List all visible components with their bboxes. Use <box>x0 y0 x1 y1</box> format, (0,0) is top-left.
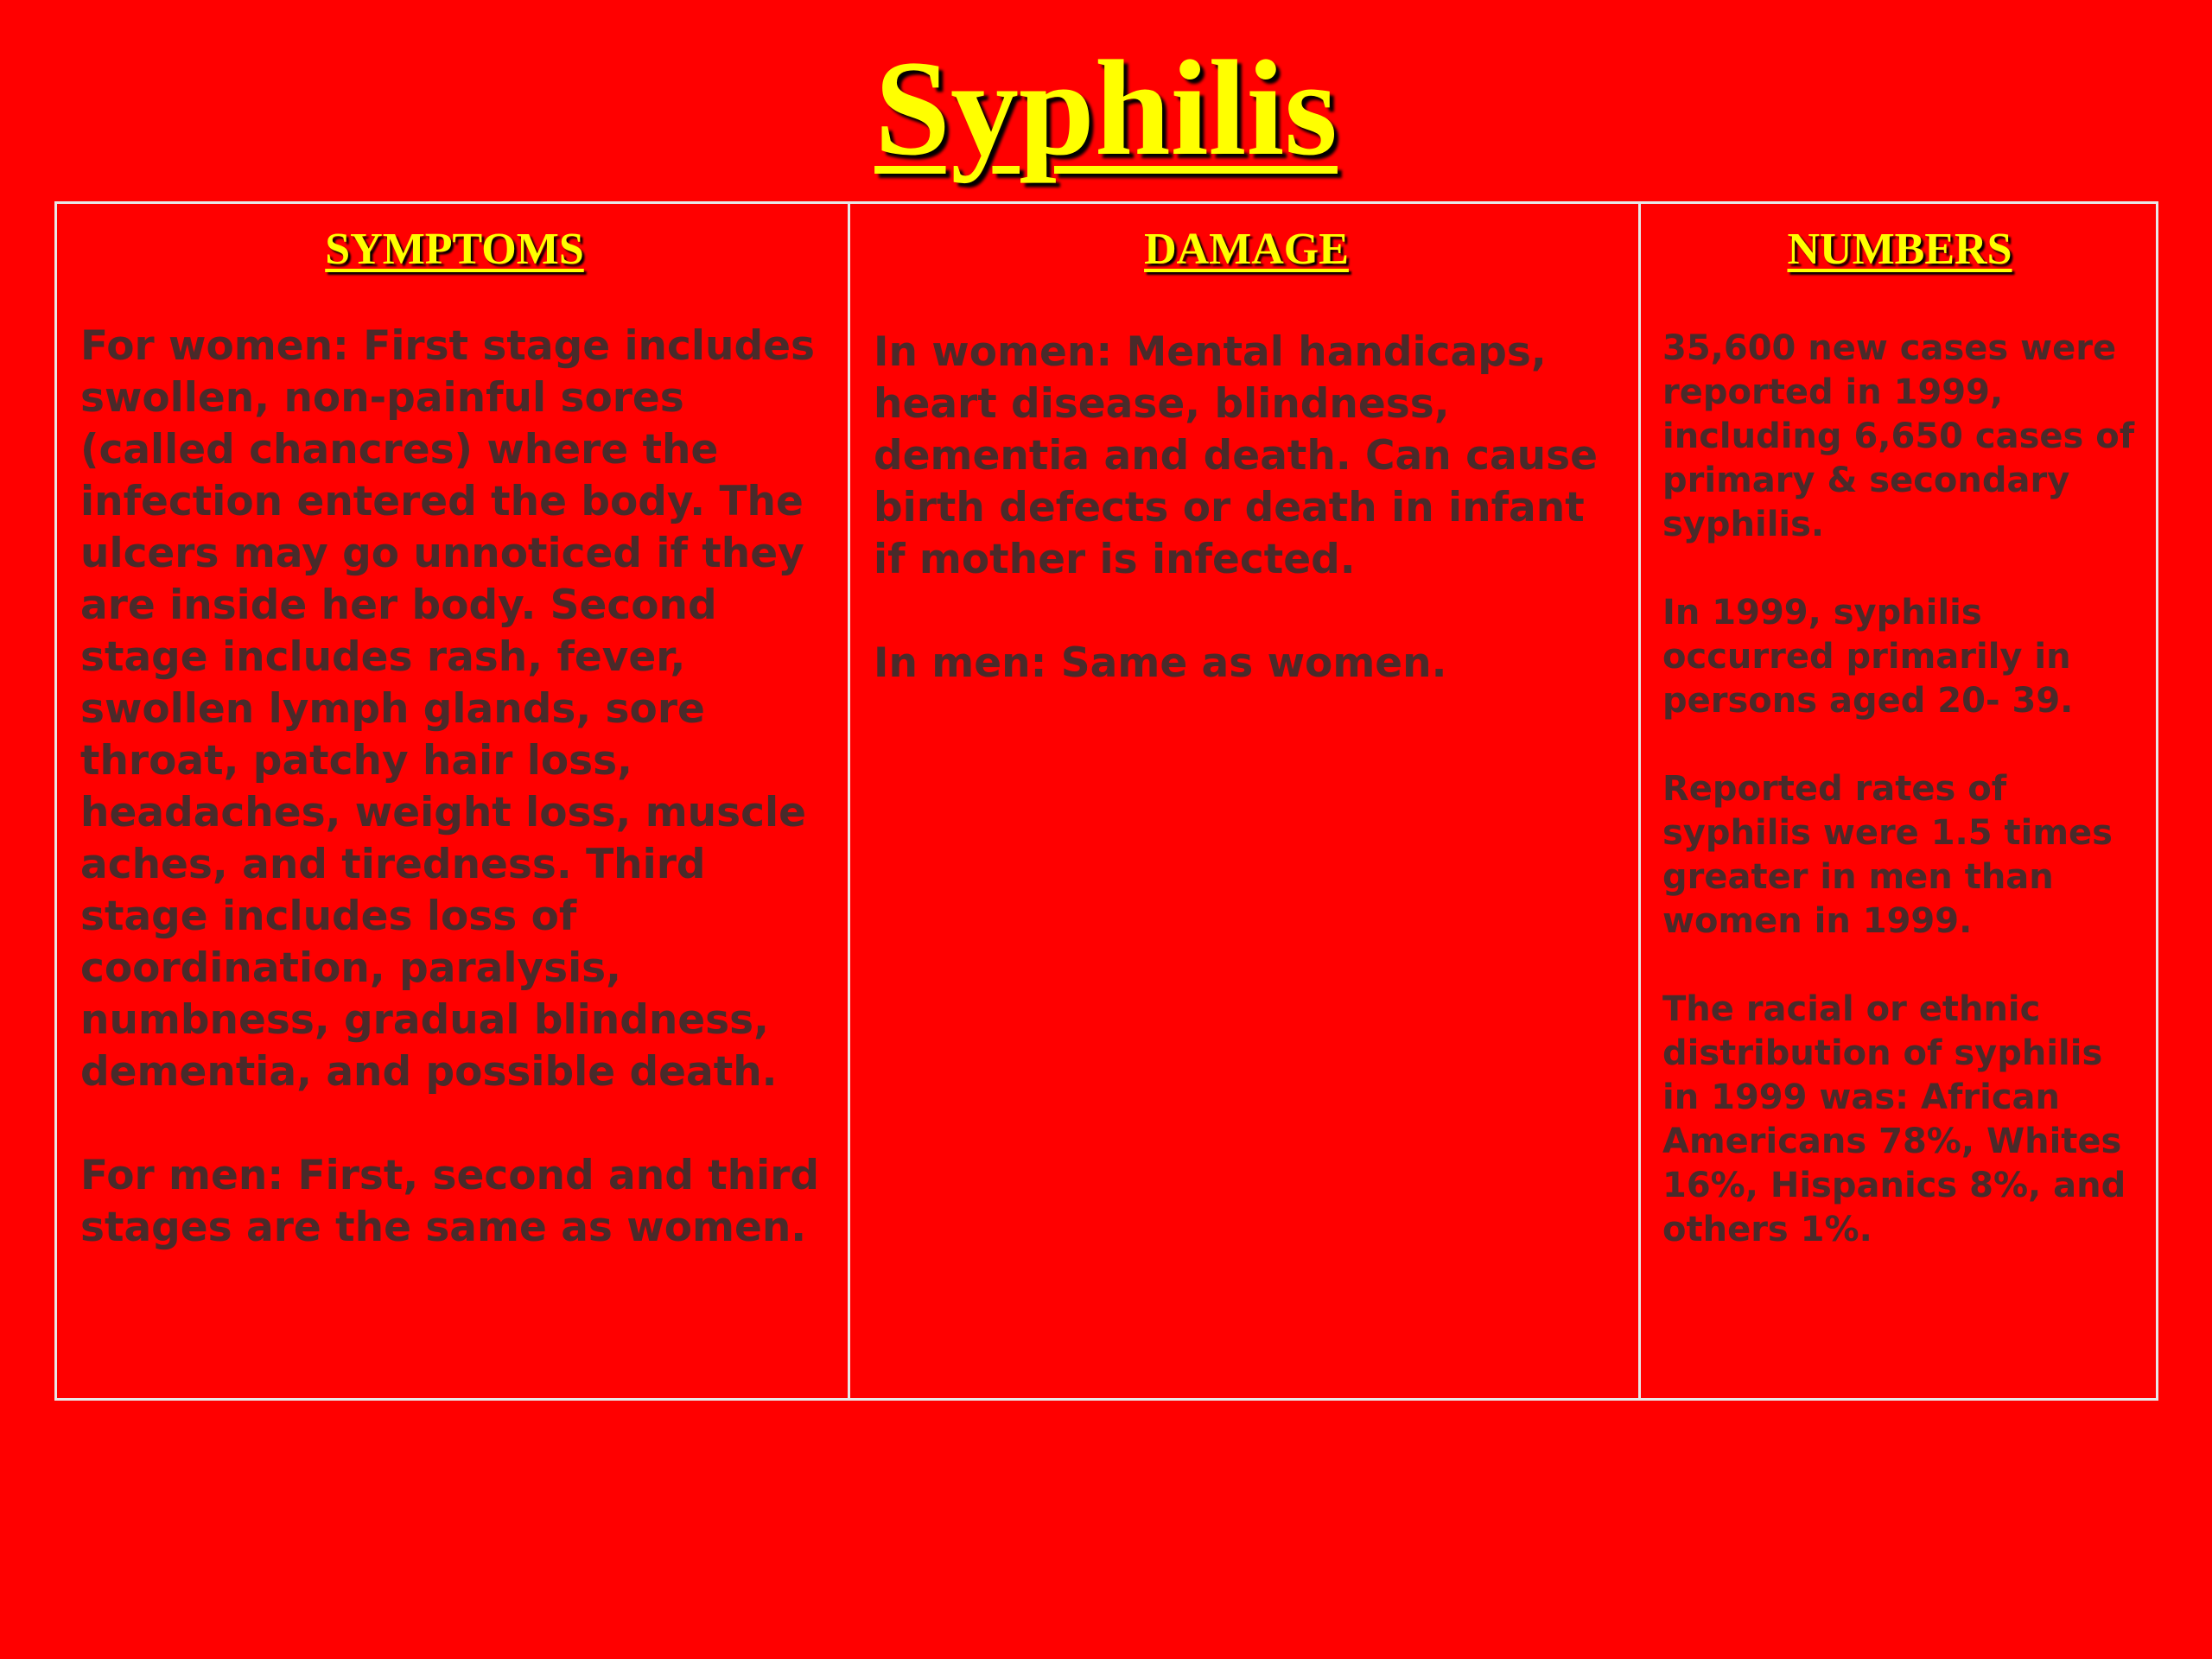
symptoms-column <box>57 204 848 1398</box>
damage-body <box>874 327 1619 690</box>
info-table <box>54 201 2158 1401</box>
symptoms-heading: SYMPTOMS <box>325 225 584 274</box>
damage-heading: DAMAGE <box>1144 225 1349 274</box>
numbers-rates-text: Reported rates of syphilis were 1.5 times greater in men than women in 1999. <box>1662 769 2113 941</box>
symptoms-men-text: For men: First, second and third stages are the same as women. <box>80 1152 820 1251</box>
damage-men-text: In men: Same as women. <box>874 639 1447 687</box>
numbers-heading: NUMBERS <box>1787 225 2012 274</box>
numbers-body <box>1662 327 2137 1252</box>
slide-title: Syphilis <box>874 33 1338 184</box>
damage-column <box>848 204 1638 1398</box>
damage-women-text: In women: Mental handicaps, heart disease, blindness, dementia and death. Can cause birth defects or death in infant if mother is infected. <box>874 328 1598 583</box>
numbers-cases-text: 35,600 new cases were reported in 1999, including 6,650 cases of primary & secondary syphilis. <box>1662 328 2135 544</box>
symptoms-women-text: For women: First stage includes swollen, non-painful sores (called chancres) where the infection entered the body. The ulcers may go unnoticed if they are inside her body. Second stage includes rash, fever, swollen lymph glands, sore throat, patchy hair loss, headaches, weight loss, muscle aches, and tiredness. Third stage includes loss of coordination, paralysis, numbness, gradual blindness, dementia, and possible death. <box>80 322 815 1096</box>
symptoms-body <box>80 321 829 1254</box>
numbers-age-text: In 1999, syphilis occurred primarily in persons aged 20- 39. <box>1662 593 2074 721</box>
numbers-column <box>1638 204 2156 1398</box>
numbers-ethnicity-text: The racial or ethnic distribution of syphilis in 1999 was: African Americans 78%, Whites 16%, Hispanics 8%, and others 1%. <box>1662 989 2126 1249</box>
